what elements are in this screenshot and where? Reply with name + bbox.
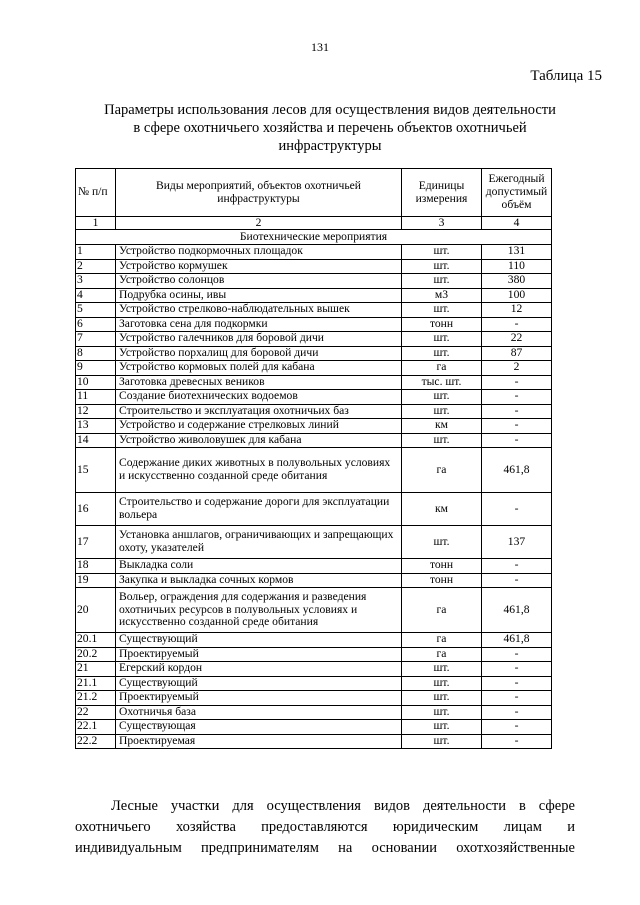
row-volume: - xyxy=(482,662,552,677)
header-activity: Виды мероприятий, объектов охотничьей инфраструктуры xyxy=(116,169,402,217)
row-number: 22.2 xyxy=(76,734,116,749)
row-number: 4 xyxy=(76,288,116,303)
row-volume: 22 xyxy=(482,332,552,347)
footer-word: на xyxy=(338,840,353,856)
table-row xyxy=(76,288,552,303)
row-unit: га xyxy=(402,588,482,633)
footer-word: основании xyxy=(371,840,438,856)
row-number: 14 xyxy=(76,433,116,448)
row-unit: га xyxy=(402,647,482,662)
title-line: Параметры использования лесов для осуществления видов деятельности xyxy=(104,102,556,118)
row-unit: шт. xyxy=(402,245,482,260)
title-line: в сфере охотничьего хозяйства и перечень объектов охотничьей xyxy=(133,120,527,136)
row-activity: Устройство стрелково-наблюдательных вышек xyxy=(116,303,402,318)
footer-word: лицам xyxy=(503,819,542,835)
page-number: 131 xyxy=(311,40,329,54)
row-unit: шт. xyxy=(402,526,482,559)
row-activity: Вольер, ограждения для содержания и разведения охотничьих ресурсов в полувольных условиях и искусственно созданной среде обитания xyxy=(116,588,402,633)
table-row xyxy=(76,317,552,332)
row-volume: - xyxy=(482,419,552,434)
row-number: 3 xyxy=(76,274,116,289)
row-activity: Устройство подкормочных площадок xyxy=(116,245,402,260)
row-activity: Устройство и содержание стрелковых линий xyxy=(116,419,402,434)
row-activity: Заготовка древесных веников xyxy=(116,375,402,390)
row-activity: Закупка и выкладка сочных кормов xyxy=(116,573,402,588)
table-row xyxy=(76,559,552,574)
footer-line xyxy=(75,838,575,859)
row-activity: Существующий xyxy=(116,676,402,691)
footer-word: хозяйства xyxy=(175,819,236,835)
footer-word: предпринимателям xyxy=(201,840,319,856)
row-volume: 110 xyxy=(482,259,552,274)
row-unit: шт. xyxy=(402,404,482,419)
table-row xyxy=(76,332,552,347)
row-number: 13 xyxy=(76,419,116,434)
row-activity: Содержание диких животных в полувольных условиях и искусственно созданной среде обитания xyxy=(116,448,402,493)
footer-paragraph xyxy=(75,796,575,859)
table-row xyxy=(76,526,552,559)
row-number: 21.1 xyxy=(76,676,116,691)
row-number: 11 xyxy=(76,390,116,405)
row-number: 16 xyxy=(76,493,116,526)
table-row xyxy=(76,676,552,691)
row-volume: - xyxy=(482,390,552,405)
footer-word: предоставляются xyxy=(261,819,368,835)
row-volume: - xyxy=(482,493,552,526)
footer-word: для xyxy=(232,798,254,814)
row-unit: шт. xyxy=(402,274,482,289)
header-volume: Ежегодный допустимый объём xyxy=(482,169,552,217)
table-row xyxy=(76,361,552,376)
table-row xyxy=(76,662,552,677)
row-unit: шт. xyxy=(402,691,482,706)
table-row xyxy=(76,647,552,662)
row-volume: 2 xyxy=(482,361,552,376)
row-volume: - xyxy=(482,433,552,448)
row-number: 22 xyxy=(76,705,116,720)
row-activity: Существующая xyxy=(116,720,402,735)
row-unit: га xyxy=(402,361,482,376)
table-row xyxy=(76,588,552,633)
footer-word: сфере xyxy=(538,798,575,814)
footer-word: и xyxy=(567,819,575,835)
footer-word: охотничьего xyxy=(75,819,151,835)
row-unit: шт. xyxy=(402,734,482,749)
row-unit: шт. xyxy=(402,705,482,720)
row-activity: Устройство живоловушек для кабана xyxy=(116,433,402,448)
row-volume: - xyxy=(482,559,552,574)
table-header-row xyxy=(76,169,552,217)
row-number: 20.1 xyxy=(76,633,116,648)
table-row xyxy=(76,259,552,274)
row-activity: Заготовка сена для подкормки xyxy=(116,317,402,332)
header-number: № п/п xyxy=(76,169,116,217)
row-unit: шт. xyxy=(402,390,482,405)
row-unit: га xyxy=(402,633,482,648)
row-number: 18 xyxy=(76,559,116,574)
row-unit: га xyxy=(402,448,482,493)
row-unit: шт. xyxy=(402,720,482,735)
row-number: 17 xyxy=(76,526,116,559)
row-volume: 461,8 xyxy=(482,448,552,493)
row-number: 21 xyxy=(76,662,116,677)
row-volume: 137 xyxy=(482,526,552,559)
row-unit: шт. xyxy=(402,259,482,274)
row-unit: шт. xyxy=(402,433,482,448)
footer-word: видов xyxy=(373,798,411,814)
table-row xyxy=(76,404,552,419)
row-unit: тонн xyxy=(402,573,482,588)
parameters-table xyxy=(75,168,552,749)
row-activity: Проектируемый xyxy=(116,691,402,706)
row-activity: Устройство солонцов xyxy=(116,274,402,289)
row-volume: - xyxy=(482,720,552,735)
row-number: 8 xyxy=(76,346,116,361)
table-row xyxy=(76,448,552,493)
table-row xyxy=(76,691,552,706)
table-row xyxy=(76,720,552,735)
row-volume: 131 xyxy=(482,245,552,260)
section-title: Биотехнические мероприятия xyxy=(76,230,552,245)
row-volume: - xyxy=(482,647,552,662)
row-activity: Строительство и эксплуатация охотничьих баз xyxy=(116,404,402,419)
row-number: 9 xyxy=(76,361,116,376)
row-activity: Строительство и содержание дороги для эксплуатации вольера xyxy=(116,493,402,526)
footer-line xyxy=(75,796,575,817)
footer-word: Лесные xyxy=(111,798,158,814)
row-number: 5 xyxy=(76,303,116,318)
row-volume: 12 xyxy=(482,303,552,318)
row-number: 7 xyxy=(76,332,116,347)
row-unit: тонн xyxy=(402,559,482,574)
footer-word: юридическим xyxy=(392,819,479,835)
row-unit: шт. xyxy=(402,662,482,677)
row-volume: - xyxy=(482,705,552,720)
row-number: 21.2 xyxy=(76,691,116,706)
row-activity: Устройство порхалищ для боровой дичи xyxy=(116,346,402,361)
table-row xyxy=(76,433,552,448)
table-row xyxy=(76,375,552,390)
footer-word: осуществления xyxy=(266,798,361,814)
column-index: 1 xyxy=(76,217,116,230)
row-activity: Установка аншлагов, ограничивающих и запрещающих охоту, указателей xyxy=(116,526,402,559)
row-number: 12 xyxy=(76,404,116,419)
table-row xyxy=(76,734,552,749)
row-number: 6 xyxy=(76,317,116,332)
row-unit: км xyxy=(402,493,482,526)
row-volume: 100 xyxy=(482,288,552,303)
column-index-row xyxy=(76,217,552,230)
row-number: 10 xyxy=(76,375,116,390)
document-title xyxy=(80,101,580,155)
row-number: 20.2 xyxy=(76,647,116,662)
row-unit: шт. xyxy=(402,332,482,347)
row-activity: Подрубка осины, ивы xyxy=(116,288,402,303)
row-volume: 461,8 xyxy=(482,633,552,648)
row-volume: - xyxy=(482,317,552,332)
row-volume: - xyxy=(482,404,552,419)
column-index: 3 xyxy=(402,217,482,230)
footer-word: деятельности xyxy=(422,798,506,814)
column-index: 4 xyxy=(482,217,552,230)
row-volume: 461,8 xyxy=(482,588,552,633)
row-activity: Выкладка соли xyxy=(116,559,402,574)
footer-word: индивидуальным xyxy=(75,840,182,856)
row-unit: км xyxy=(402,419,482,434)
row-volume: 87 xyxy=(482,346,552,361)
column-index: 2 xyxy=(116,217,402,230)
row-activity: Устройство кормовых полей для кабана xyxy=(116,361,402,376)
row-unit: шт. xyxy=(402,676,482,691)
row-activity: Существующий xyxy=(116,633,402,648)
row-activity: Устройство галечников для боровой дичи xyxy=(116,332,402,347)
row-unit: тонн xyxy=(402,317,482,332)
row-volume: - xyxy=(482,573,552,588)
row-volume: - xyxy=(482,691,552,706)
row-activity: Создание биотехнических водоемов xyxy=(116,390,402,405)
row-number: 19 xyxy=(76,573,116,588)
row-activity: Егерский кордон xyxy=(116,662,402,677)
row-volume: 380 xyxy=(482,274,552,289)
table-row xyxy=(76,346,552,361)
footer-word: охотхозяйственные xyxy=(456,840,575,856)
footer-word: в xyxy=(518,798,526,814)
table-label: Таблица 15 xyxy=(530,68,602,84)
table-row xyxy=(76,493,552,526)
table-row xyxy=(76,419,552,434)
header-unit: Единицы измерения xyxy=(402,169,482,217)
row-number: 22.1 xyxy=(76,720,116,735)
footer-word: участки xyxy=(170,798,220,814)
table-row xyxy=(76,633,552,648)
row-activity: Охотничья база xyxy=(116,705,402,720)
table-row xyxy=(76,274,552,289)
title-line: инфраструктуры xyxy=(278,138,382,154)
row-activity: Проектируемая xyxy=(116,734,402,749)
row-unit: шт. xyxy=(402,346,482,361)
table-row xyxy=(76,390,552,405)
row-activity: Проектируемый xyxy=(116,647,402,662)
row-unit: м3 xyxy=(402,288,482,303)
table-row xyxy=(76,573,552,588)
table-row xyxy=(76,303,552,318)
row-volume: - xyxy=(482,676,552,691)
section-row xyxy=(76,230,552,245)
footer-line xyxy=(75,817,575,838)
row-unit: тыс. шт. xyxy=(402,375,482,390)
row-volume: - xyxy=(482,375,552,390)
table-row xyxy=(76,705,552,720)
table-body xyxy=(76,230,552,749)
row-number: 15 xyxy=(76,448,116,493)
row-unit: шт. xyxy=(402,303,482,318)
row-number: 20 xyxy=(76,588,116,633)
row-number: 1 xyxy=(76,245,116,260)
row-volume: - xyxy=(482,734,552,749)
row-number: 2 xyxy=(76,259,116,274)
table-row xyxy=(76,245,552,260)
row-activity: Устройство кормушек xyxy=(116,259,402,274)
